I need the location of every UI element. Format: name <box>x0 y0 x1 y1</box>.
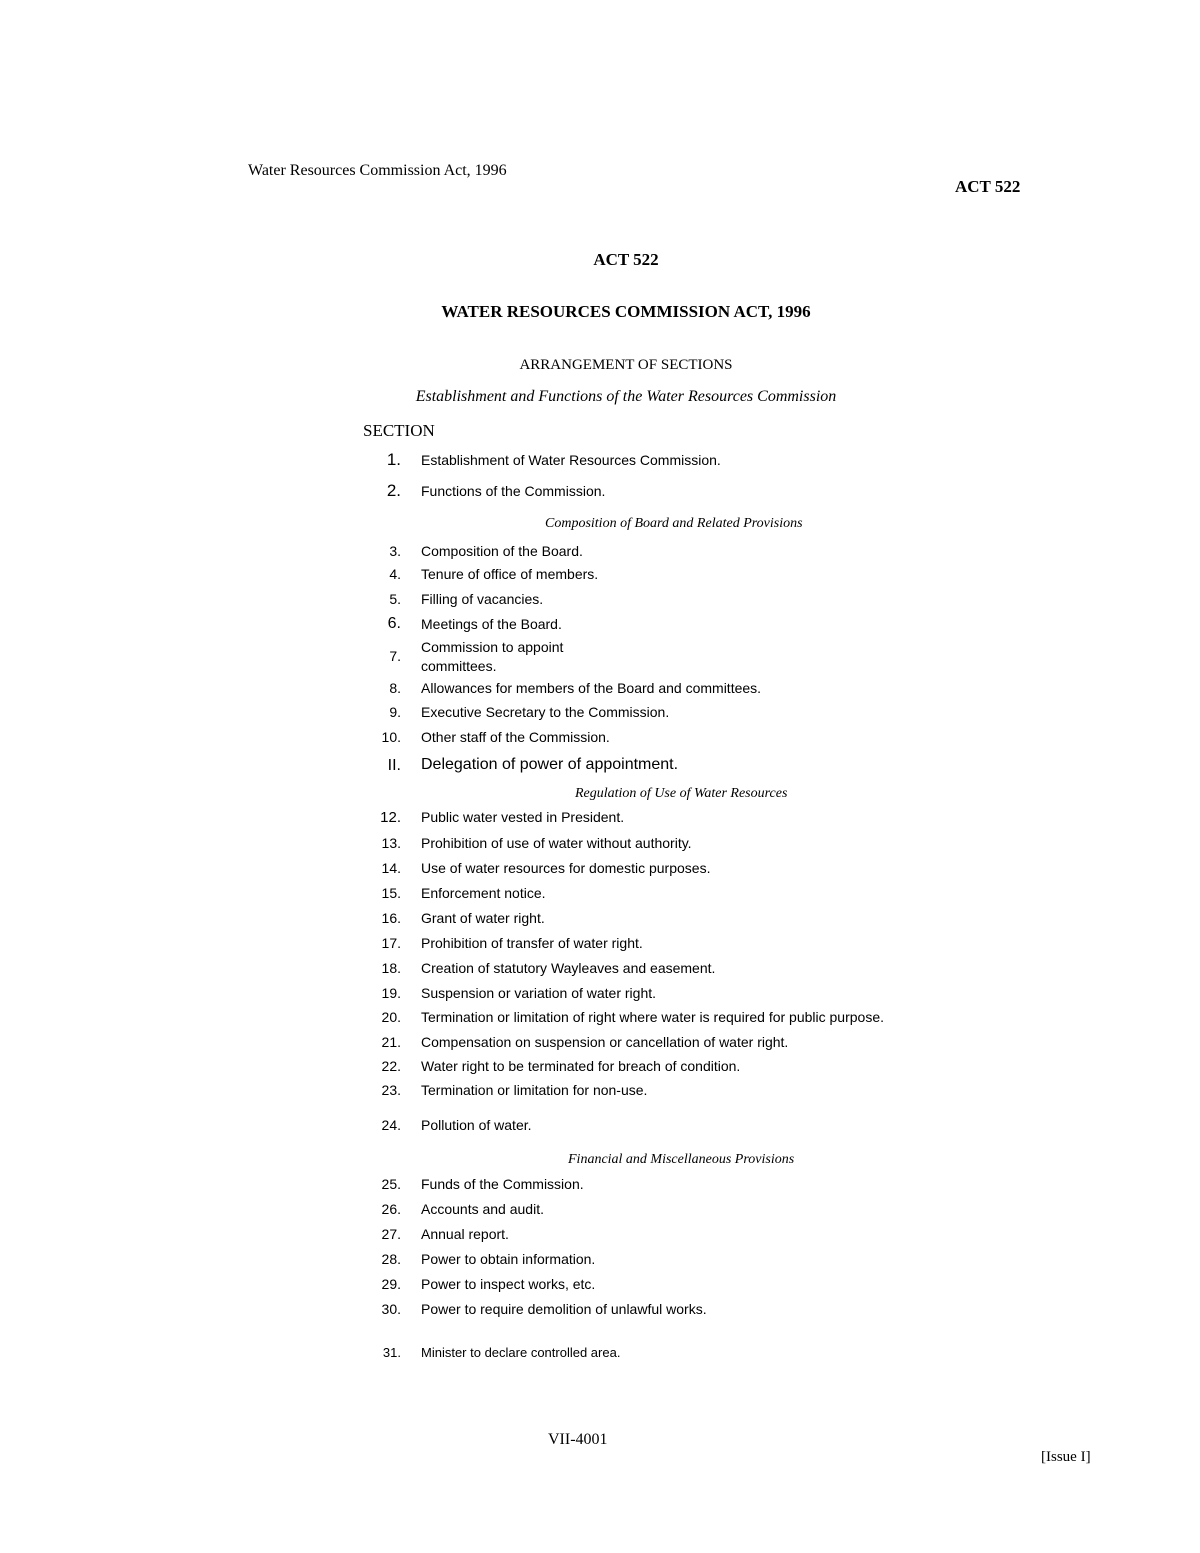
section-title: Other staff of the Commission. <box>421 729 610 745</box>
running-header-act: ACT 522 <box>955 177 1021 196</box>
section-title: Grant of water right. <box>421 910 545 926</box>
section-title: Use of water resources for domestic purposes. <box>421 860 711 876</box>
section-title: Annual report. <box>421 1226 509 1242</box>
section-title: Creation of statutory Wayleaves and easement. <box>421 960 716 976</box>
section-number: 21. <box>381 1034 401 1050</box>
running-header-title: Water Resources Commission Act, 1996 <box>248 162 507 179</box>
section-number: 2. <box>386 481 401 500</box>
section-title: Power to obtain information. <box>421 1251 596 1267</box>
section-number: 5. <box>389 591 401 607</box>
section-number: 6. <box>387 615 401 632</box>
section-number: 17. <box>381 935 401 951</box>
section-title: Accounts and audit. <box>421 1201 544 1217</box>
section-title: Water right to be terminated for breach of condition. <box>421 1058 741 1074</box>
section-number: 1. <box>386 450 401 469</box>
section-title: Suspension or variation of water right. <box>421 985 657 1001</box>
arrangement-heading: ARRANGEMENT OF SECTIONS <box>519 357 733 373</box>
group-heading-establishment: Establishment and Functions of the Water Resources Commission <box>415 388 837 405</box>
section-number: 13. <box>381 835 401 851</box>
section-title-continuation: committees. <box>421 658 497 674</box>
section-title: Enforcement notice. <box>421 885 546 901</box>
section-number: 25. <box>381 1176 401 1192</box>
section-title: Minister to declare controlled area. <box>421 1345 621 1360</box>
issue-label: [Issue I] <box>1041 1449 1091 1465</box>
section-number: 19. <box>381 985 401 1001</box>
section-title: Filling of vacancies. <box>421 591 544 607</box>
section-label: SECTION <box>363 421 435 440</box>
section-title: Termination or limitation for non-use. <box>421 1082 648 1098</box>
section-title: Composition of the Board. <box>421 543 583 559</box>
section-title: Compensation on suspension or cancellation of water right. <box>421 1034 789 1050</box>
section-number: 3. <box>389 543 401 559</box>
section-title: Tenure of office of members. <box>421 566 599 582</box>
section-number: 29. <box>381 1276 401 1292</box>
group-heading-composition: Composition of Board and Related Provisions <box>545 516 803 531</box>
section-number: 12. <box>380 809 401 826</box>
act-number: ACT 522 <box>593 250 659 269</box>
section-title: Delegation of power of appointment. <box>421 756 679 773</box>
section-number: 7. <box>389 648 401 664</box>
section-title: Termination or limitation of right where water is required for public purpose. <box>421 1009 884 1025</box>
section-title: Power to inspect works, etc. <box>421 1276 596 1292</box>
group-heading-regulation: Regulation of Use of Water Resources <box>575 786 788 801</box>
section-title: Prohibition of transfer of water right. <box>421 935 643 951</box>
section-number: 8. <box>389 680 401 696</box>
section-number: 4. <box>389 566 401 582</box>
section-number: 18. <box>381 960 401 976</box>
section-title: Public water vested in President. <box>421 809 625 825</box>
section-number: II. <box>387 757 401 774</box>
section-title: Establishment of Water Resources Commission. <box>421 452 721 468</box>
section-title: Allowances for members of the Board and committees. <box>421 680 762 696</box>
section-number: 20. <box>381 1009 401 1025</box>
section-title: Commission to appoint <box>421 639 564 655</box>
section-number: 27. <box>381 1226 401 1242</box>
section-number: 31. <box>382 1345 401 1360</box>
section-title: Pollution of water. <box>421 1117 532 1133</box>
section-number: 24. <box>381 1117 401 1133</box>
section-number: 26. <box>381 1201 401 1217</box>
act-title: WATER RESOURCES COMMISSION ACT, 1996 <box>441 302 811 321</box>
section-number: 22. <box>381 1058 401 1074</box>
page-number: VII-4001 <box>548 1431 608 1448</box>
section-number: 15. <box>381 885 401 901</box>
section-title: Meetings of the Board. <box>421 616 562 632</box>
section-number: 10. <box>381 729 401 745</box>
section-number: 14. <box>381 860 401 876</box>
section-number: 28. <box>381 1251 401 1267</box>
section-title: Funds of the Commission. <box>421 1176 584 1192</box>
group-heading-financial: Financial and Miscellaneous Provisions <box>568 1152 795 1167</box>
section-title: Prohibition of use of water without authority. <box>421 835 692 851</box>
section-number: 23. <box>381 1082 401 1098</box>
section-number: 9. <box>389 704 401 720</box>
section-title: Power to require demolition of unlawful works. <box>421 1301 707 1317</box>
section-number: 30. <box>381 1301 401 1317</box>
section-number: 16. <box>381 910 401 926</box>
section-title: Functions of the Commission. <box>421 483 606 499</box>
section-title: Executive Secretary to the Commission. <box>421 704 670 720</box>
